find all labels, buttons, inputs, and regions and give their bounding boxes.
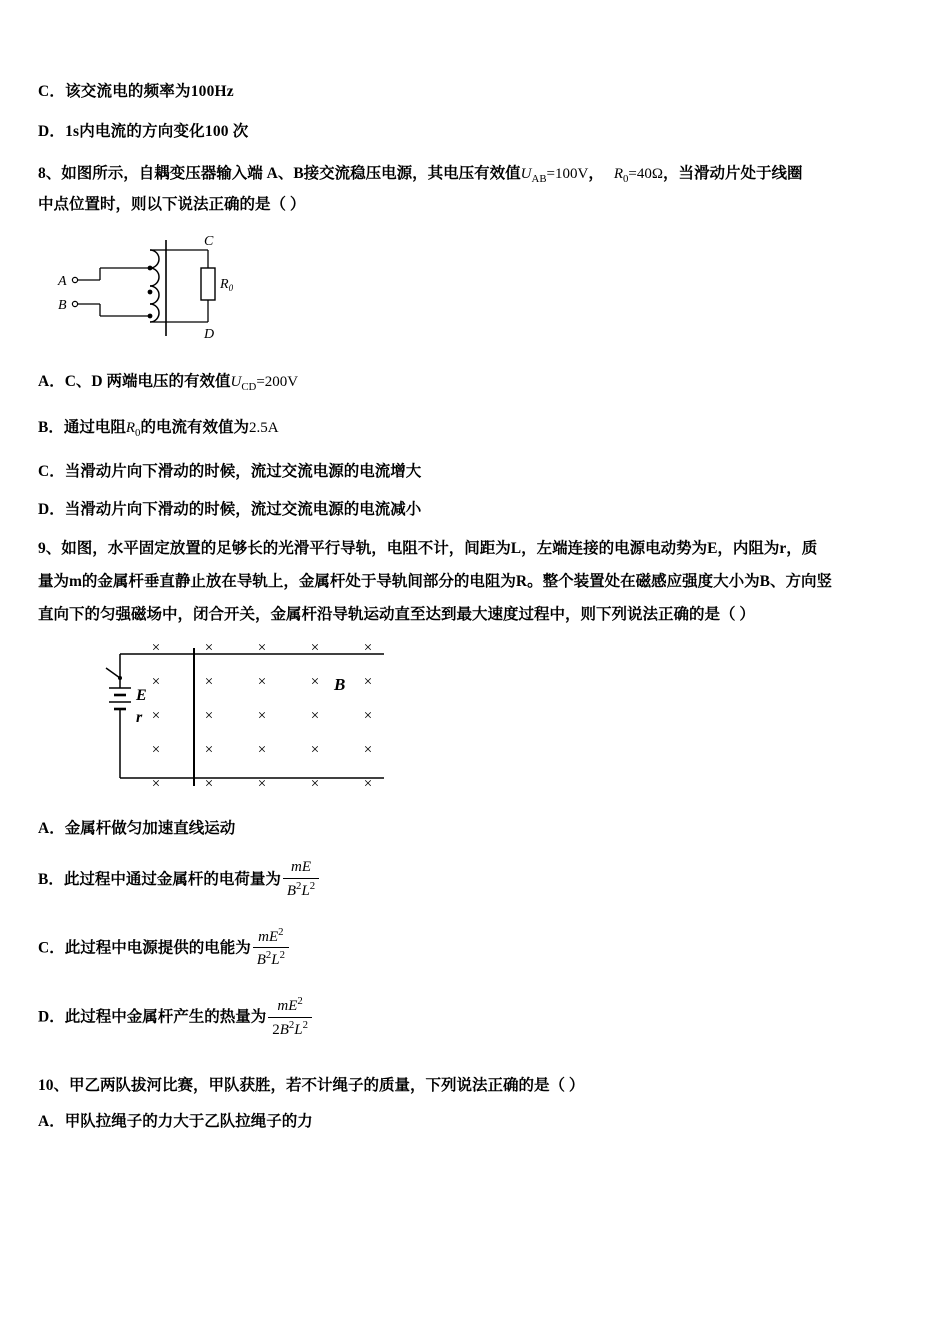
- figure-label-r0: $R_0$: [220, 277, 234, 294]
- fraction-denominator: $B^2L^2$: [253, 947, 289, 969]
- autotransformer-svg: [38, 228, 338, 348]
- question-8-stem: [38, 160, 910, 189]
- svg-text:×: ×: [204, 708, 214, 725]
- q8-option-d-text: 当滑动片向下滑动的时候，流过交流电源的电流减小: [64, 501, 422, 519]
- svg-text:×: ×: [363, 776, 373, 793]
- q8-option-c-label: C．: [38, 463, 65, 481]
- q9-option-b: [38, 860, 910, 901]
- fraction-denominator: $2B^2L^2$: [268, 1017, 312, 1039]
- q9-option-a-text: 金属杆做匀加速直线运动: [64, 820, 236, 838]
- q8-option-b-text1: 通过电阻: [63, 419, 126, 437]
- svg-text:×: ×: [151, 708, 161, 725]
- question-10-stem: 10、甲乙两队拔河比赛，甲队获胜，若不计绳子的质量，下列说法正确的是（ ）: [38, 1076, 585, 1094]
- option-d-direction: D．1s内电流的方向变化100 次: [38, 123, 249, 141]
- q8-math-uab: $U_{AB}=100V$: [520, 166, 589, 186]
- q10-option-a: A．甲队拉绳子的力大于乙队拉绳子的力: [38, 1113, 313, 1131]
- figure-rails-magnetic-field: [84, 638, 910, 798]
- svg-text:×: ×: [310, 776, 320, 793]
- svg-text:×: ×: [310, 708, 320, 725]
- q9-option-c-text: 此过程中电源提供的电能为: [64, 939, 251, 957]
- figure-label-e-emf: E: [136, 687, 147, 705]
- q8-math-r0: $R_0=40\Omega$: [613, 166, 664, 186]
- option-c-frequency: C．该交流电的频率为100Hz: [38, 83, 234, 100]
- q8-option-b: [38, 415, 910, 439]
- fraction-denominator: $B^2L^2$: [283, 878, 319, 900]
- fraction-numerator: $mE^2$: [258, 925, 284, 945]
- q8-option-d: [38, 497, 910, 519]
- q9-option-d-label: D．: [38, 1008, 65, 1026]
- svg-text:×: ×: [204, 674, 214, 691]
- q8-option-a-text: C、D 两端电压的有效值: [64, 373, 231, 391]
- figure-label-b: B: [58, 298, 67, 314]
- q8-option-b-label: B．: [38, 419, 64, 437]
- q9-option-d-text: 此过程中金属杆产生的热量为: [64, 1008, 267, 1026]
- figure-label-d: D: [204, 327, 215, 343]
- rails-svg: [84, 638, 414, 793]
- q9-option-b-fraction: [283, 859, 319, 900]
- q8-stem-part2: 当滑动片处于线圈: [678, 165, 803, 183]
- svg-text:×: ×: [257, 776, 267, 793]
- figure-label-a: A: [58, 274, 67, 290]
- q8-option-c: [38, 459, 910, 481]
- svg-text:×: ×: [151, 742, 161, 759]
- svg-text:×: ×: [363, 674, 373, 691]
- q8-comma2: ，: [663, 165, 679, 183]
- fraction-numerator: mE: [291, 859, 312, 876]
- svg-text:×: ×: [257, 742, 267, 759]
- q8-option-a: [38, 369, 910, 393]
- svg-text:×: ×: [363, 640, 373, 657]
- svg-text:×: ×: [257, 708, 267, 725]
- svg-text:×: ×: [257, 674, 267, 691]
- question-9-stem-line3: 直向下的匀强磁场中，闭合开关，金属杆沿导轨运动直至达到最大速度过程中，则下列说法正确的是（ ）: [38, 606, 755, 624]
- fraction-numerator: $mE^2$: [277, 995, 303, 1015]
- svg-text:×: ×: [204, 640, 214, 657]
- q9-option-a-label: A．: [38, 820, 65, 838]
- q8-option-c-text: 当滑动片向下滑动的时候，流过交流电源的电流增大: [64, 463, 422, 481]
- q8-option-b-text2: 的电流有效值为: [140, 419, 249, 437]
- q8-option-a-label: A．: [38, 373, 65, 391]
- question-9-stem-line2: 量为m的金属杆垂直静止放在导轨上，金属杆处于导轨间部分的电阻为R。整个装置处在磁感应强度大小为B、方向竖: [38, 573, 832, 591]
- q9-option-d-fraction: [268, 995, 312, 1039]
- q9-option-a: [38, 816, 910, 838]
- figure-label-b-field: B: [334, 675, 346, 695]
- question-8-stem-line2: 中点位置时，则以下说法正确的是（ ）: [38, 195, 306, 213]
- figure-label-r-internal: r: [136, 709, 143, 727]
- q8-option-d-label: D．: [38, 501, 65, 519]
- q9-option-d: [38, 996, 910, 1040]
- q8-comma1: ，: [588, 165, 604, 183]
- question-9-stem-line1: 9、如图，水平固定放置的足够长的光滑平行导轨，电阻不计，间距为L，左端连接的电源电动势为E，内阻为r，质: [38, 540, 818, 558]
- svg-text:×: ×: [151, 674, 161, 691]
- magnetic-field-crosses: [152, 640, 372, 792]
- q8-option-a-math: $U_{CD}=200V$: [230, 374, 299, 394]
- svg-text:×: ×: [204, 742, 214, 759]
- q8-stem-part1: 8、如图所示，自耦变压器输入端 A、B接交流稳压电源，其电压有效值: [38, 165, 521, 183]
- q8-option-b-math: $R_0$: [125, 420, 141, 440]
- q9-option-c: [38, 927, 910, 971]
- svg-text:×: ×: [204, 776, 214, 793]
- svg-text:×: ×: [151, 640, 161, 657]
- q9-option-c-fraction: [253, 926, 289, 970]
- q9-option-c-label: C．: [38, 939, 65, 957]
- svg-text:×: ×: [257, 640, 267, 657]
- svg-text:×: ×: [363, 742, 373, 759]
- q9-option-b-text: 此过程中通过金属杆的电荷量为: [63, 871, 281, 889]
- document-content: [38, 80, 910, 1147]
- q9-option-b-label: B．: [38, 871, 64, 889]
- figure-label-c: C: [204, 234, 214, 250]
- svg-text:×: ×: [151, 776, 161, 793]
- q8-option-b-value: 2.5A: [248, 420, 279, 437]
- svg-text:×: ×: [310, 674, 320, 691]
- svg-text:×: ×: [310, 742, 320, 759]
- svg-text:×: ×: [310, 640, 320, 657]
- svg-text:×: ×: [363, 708, 373, 725]
- figure-autotransformer: [38, 228, 910, 353]
